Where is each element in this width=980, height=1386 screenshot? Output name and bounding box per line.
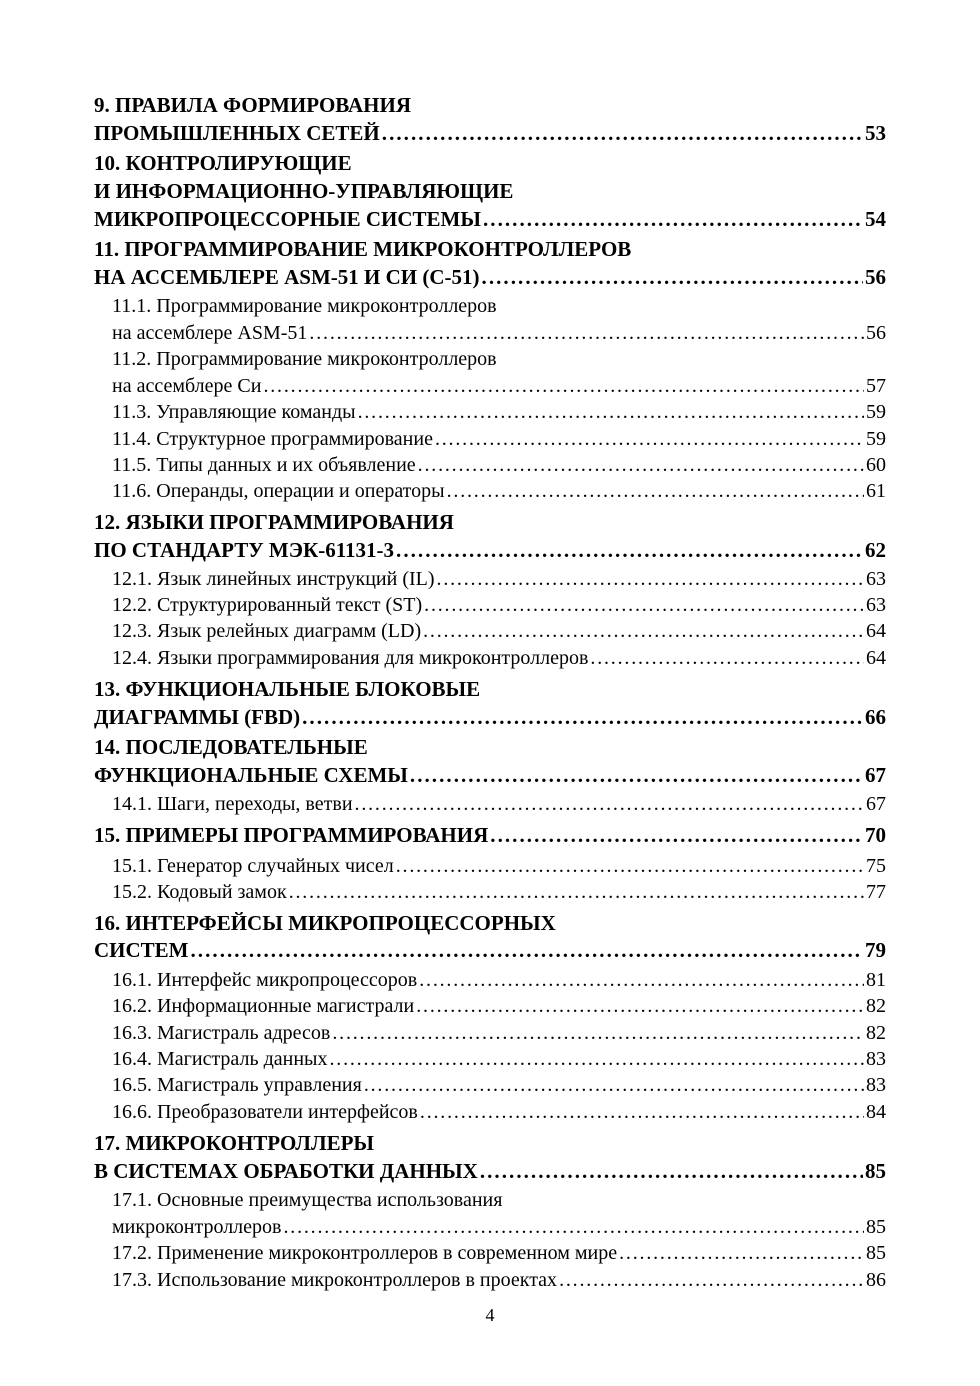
toc-entry-page: 82 [866,1022,886,1044]
dot-leader [420,1099,864,1125]
dot-leader [302,704,863,730]
toc-entry-title: микроконтроллеров [112,1216,282,1238]
toc-section-line [112,645,886,671]
dot-leader [416,993,864,1019]
toc-entry-page: 54 [865,207,886,231]
toc-section-line [112,791,886,817]
toc-chapter-line [94,236,886,262]
dot-leader [559,1267,864,1293]
toc-entry-page: 83 [866,1074,886,1096]
toc-entry-title: на ассемблере ASM-51 [112,322,308,344]
toc-entry-page: 67 [865,763,886,787]
toc-entry-title: 16.5. Магистраль управления [112,1074,362,1096]
dot-leader [490,822,863,848]
toc-entry-page: 85 [865,1159,886,1183]
toc-section-line [112,1214,886,1240]
toc-entry-page: 59 [866,428,886,450]
toc-chapter-line [94,509,886,535]
toc-entry-page: 81 [866,969,886,991]
toc-entry-title: 16.3. Магистраль адресов [112,1022,331,1044]
dot-leader [263,373,864,399]
toc-entry-page: 63 [866,568,886,590]
toc-entry-title: 11.2. Программирование микроконтроллеров [112,348,497,370]
toc-entry-page: 56 [865,265,886,289]
toc-entry-title: 10. КОНТРОЛИРУЮЩИЕ [94,151,352,175]
toc-entry-title: В СИСТЕМАХ ОБРАБОТКИ ДАННЫХ [94,1159,478,1183]
toc-entry-title: И ИНФОРМАЦИОННО-УПРАВЛЯЮЩИЕ [94,179,514,203]
toc-entry-title: 12.1. Язык линейных инструкций (IL) [112,568,435,590]
toc-entry-title: 9. ПРАВИЛА ФОРМИРОВАНИЯ [94,93,411,117]
toc-section-line [112,373,886,399]
toc-entry-page: 56 [866,322,886,344]
toc-entry-title: 15. ПРИМЕРЫ ПРОГРАММИРОВАНИЯ [94,823,489,847]
toc-entry-title: 16.2. Информационные магистрали [112,995,415,1017]
toc-entry-title: 17.2. Применение микроконтроллеров в современном мире [112,1242,618,1264]
toc-section-line [112,1072,886,1098]
dot-leader [482,264,863,290]
toc-entry-title: на ассемблере Си [112,375,262,397]
toc-entry-page: 61 [866,480,886,502]
toc-chapter-line [94,704,886,730]
toc-entry-title: 16.4. Магистраль данных [112,1048,328,1070]
toc-entry-page: 77 [866,881,886,903]
dot-leader [289,879,864,905]
toc-section-line [112,399,886,425]
dot-leader [364,1072,864,1098]
dot-leader [590,645,864,671]
toc-section-line [112,1240,886,1266]
toc-entry-page: 70 [865,823,886,847]
toc-chapter-line [94,762,886,788]
toc-section-line [112,320,886,346]
toc-section-line [112,1187,886,1213]
dot-leader [437,566,864,592]
toc-entry-page: 64 [866,647,886,669]
toc-entry-page: 57 [866,375,886,397]
dot-leader [309,320,864,346]
toc-entry-title: 16.6. Преобразователи интерфейсов [112,1101,418,1123]
toc-entry-title: 14. ПОСЛЕДОВАТЕЛЬНЫЕ [94,735,368,759]
dot-leader [419,967,864,993]
toc-chapter-line [94,178,886,204]
dot-leader [396,853,864,879]
dot-leader [396,537,863,563]
dot-leader [191,937,864,963]
dot-leader [332,1020,864,1046]
toc-entry-title: 11.3. Управляющие команды [112,401,356,423]
toc-section-line [112,618,886,644]
toc-entry-title: 17.1. Основные преимущества использования [112,1189,503,1211]
dot-leader [410,762,863,788]
toc-section-line [112,592,886,618]
toc-entry-title: 12. ЯЗЫКИ ПРОГРАММИРОВАНИЯ [94,510,454,534]
toc-entry-title: ФУНКЦИОНАЛЬНЫЕ СХЕМЫ [94,763,408,787]
toc-entry-title: 16. ИНТЕРФЕЙСЫ МИКРОПРОЦЕССОРНЫХ [94,911,556,935]
toc-entry-page: 59 [866,401,886,423]
toc-chapter-line [94,206,886,232]
toc-section-line [112,452,886,478]
dot-leader [480,1158,863,1184]
dot-leader [435,426,864,452]
dot-leader [358,399,864,425]
toc-section-line [112,993,886,1019]
dot-leader [423,618,864,644]
toc-entry-title: 11.5. Типы данных и их объявление [112,454,416,476]
toc-chapter-line [94,537,886,563]
dot-leader [355,791,864,817]
toc-chapter-line [94,1158,886,1184]
toc-chapter-line [94,1130,886,1156]
toc-entry-title: 12.2. Структурированный текст (ST) [112,594,423,616]
toc-entry-title: СИСТЕМ [94,938,189,962]
toc-entry-title: 11.1. Программирование микроконтроллеров [112,295,497,317]
dot-leader [447,478,864,504]
toc-entry-page: 85 [866,1242,886,1264]
toc-section-line [112,1267,886,1293]
toc-entry-title: 11. ПРОГРАММИРОВАНИЕ МИКРОКОНТРОЛЛЕРОВ [94,237,632,261]
toc-entry-title: 12.3. Язык релейных диаграмм (LD) [112,620,422,642]
toc-entry-title: 17. МИКРОКОНТРОЛЛЕРЫ [94,1131,375,1155]
toc-chapter-line [94,264,886,290]
toc-chapter-line [94,937,886,963]
toc-entry-title: 11.6. Операнды, операции и операторы [112,480,445,502]
toc-entry-page: 67 [866,793,886,815]
toc-section-line [112,1099,886,1125]
toc-entry-page: 84 [866,1101,886,1123]
dot-leader [418,452,864,478]
toc-section-line [112,879,886,905]
toc-section-line [112,853,886,879]
dot-leader [424,592,864,618]
toc-entry-page: 62 [865,538,886,562]
toc-section-line [112,426,886,452]
toc-section-line [112,967,886,993]
toc-entry-page: 66 [865,705,886,729]
toc-entry-title: НА АССЕМБЛЕРЕ ASM-51 И СИ (С-51) [94,265,480,289]
toc-entry-page: 53 [865,121,886,145]
toc-entry-title: ПО СТАНДАРТУ МЭК-61131-3 [94,538,395,562]
toc-entry-page: 86 [866,1269,886,1291]
toc-entry-page: 83 [866,1048,886,1070]
toc-entry-title: 15.1. Генератор случайных чисел [112,855,394,877]
dot-leader [619,1240,864,1266]
toc-section-line [112,566,886,592]
toc-chapter-line [94,150,886,176]
toc-entry-page: 79 [865,938,886,962]
toc-section-line [112,1046,886,1072]
toc-entry-title: 12.4. Языки программирования для микроконтроллеров [112,647,589,669]
dot-leader [283,1214,864,1240]
toc-section-line [112,293,886,319]
toc-section-line [112,346,886,372]
toc-chapter-line [94,92,886,118]
toc-chapter-line [94,676,886,702]
toc-entry-page: 63 [866,594,886,616]
toc-entry-page: 64 [866,620,886,642]
toc-chapter-line [94,120,886,146]
toc-section-line [112,478,886,504]
toc-section-line [112,1020,886,1046]
toc-entry-page: 85 [866,1216,886,1238]
toc-entry-page: 75 [866,855,886,877]
toc-entry-title: ПРОМЫШЛЕННЫХ СЕТЕЙ [94,121,380,145]
toc-entry-page: 60 [866,454,886,476]
toc-entry-title: ДИАГРАММЫ (FBD) [94,705,301,729]
toc-entry-title: 16.1. Интерфейс микропроцессоров [112,969,418,991]
toc-entry-title: 14.1. Шаги, переходы, ветви [112,793,353,815]
toc-entry-title: 17.3. Использование микроконтроллеров в проектах [112,1269,558,1291]
page-number: 4 [485,1305,495,1325]
dot-leader [329,1046,864,1072]
dot-leader [382,120,863,146]
toc-chapter-line [94,822,886,848]
toc-entry-title: 13. ФУНКЦИОНАЛЬНЫЕ БЛОКОВЫЕ [94,677,481,701]
toc-entry-title: МИКРОПРОЦЕССОРНЫЕ СИСТЕМЫ [94,207,481,231]
toc-chapter-line [94,734,886,760]
toc-entry-page: 82 [866,995,886,1017]
dot-leader [483,206,863,232]
toc-entry-title: 11.4. Структурное программирование [112,428,433,450]
toc-entry-title: 15.2. Кодовый замок [112,881,287,903]
toc-chapter-line [94,910,886,936]
